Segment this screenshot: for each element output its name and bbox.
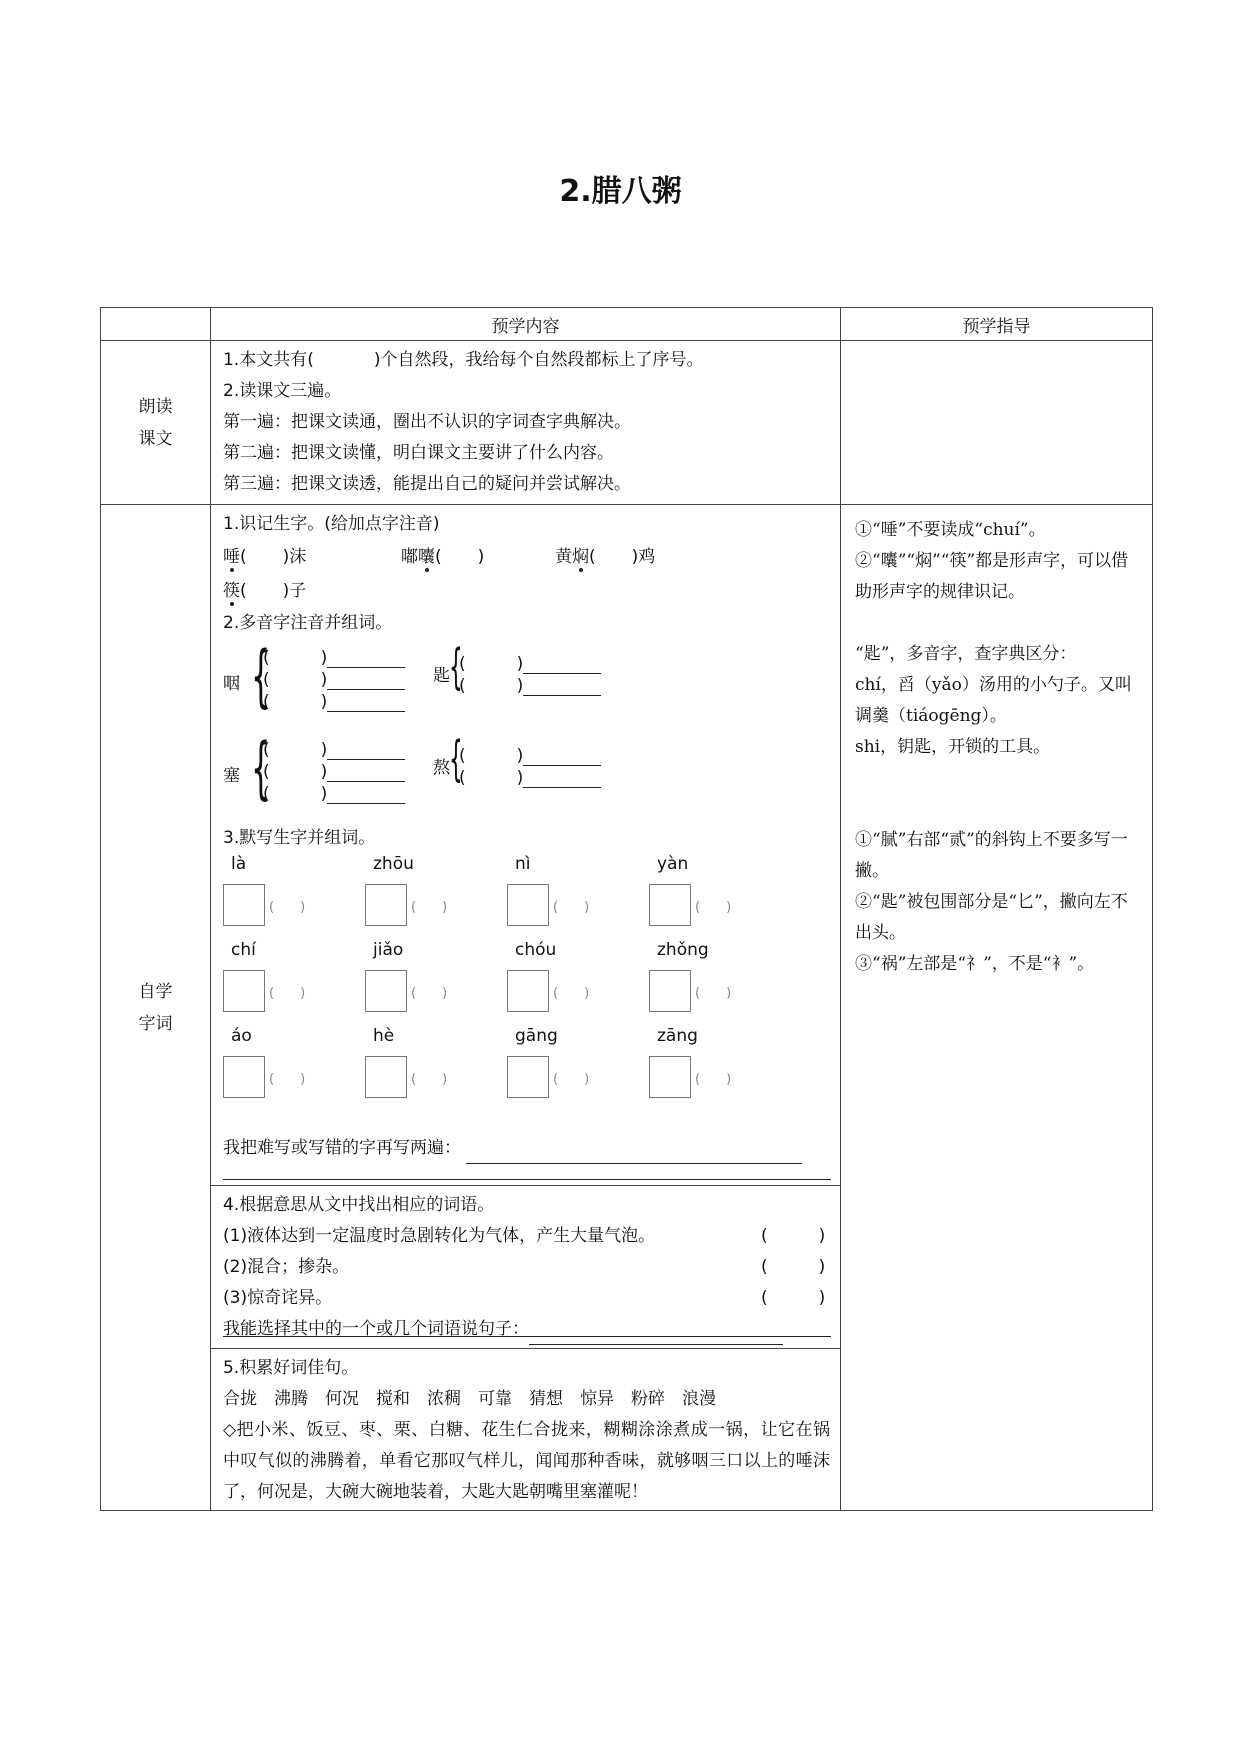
header-blank (101, 308, 211, 341)
q3-char-box[interactable] (365, 1056, 407, 1098)
guide-2-line-1: “匙”，多音字，查字典区分： (855, 644, 1077, 664)
selfstudy-row (101, 505, 1153, 1511)
q2-group-2 (223, 731, 830, 823)
q1-char-3c: 鸡 (638, 547, 656, 567)
header-content: 预学内容 (211, 308, 841, 341)
q4-item-2 (223, 1252, 830, 1283)
q1-char-dotted-4: 筷 (223, 581, 240, 601)
reading-line-2: 2.读课文三遍。 (223, 381, 342, 401)
q3-title: 3.默写生字并组词。 (223, 828, 376, 848)
q1-word-4 (223, 576, 306, 601)
q3-rewrite-line-1[interactable] (466, 1141, 802, 1164)
q3-word-blank[interactable]: ( ) (553, 986, 590, 1001)
q1-rp-1: ) (282, 547, 290, 567)
q4-sentence-label: 我能选择其中的一个或几个词语说句子： (223, 1319, 529, 1339)
q3-rewrite-row (223, 1133, 802, 1164)
q2-blank-4b[interactable]: ( ) (459, 763, 601, 788)
q3-word-blank[interactable]: ( ) (411, 900, 448, 915)
table-header-row (101, 308, 1153, 341)
reading-content (211, 341, 841, 505)
q3-char-box[interactable] (507, 970, 549, 1012)
q3-char-box[interactable] (507, 884, 549, 926)
q2-blank-1a[interactable]: ( ) (263, 643, 405, 668)
section-1-3 (211, 505, 840, 1185)
q1-char-4b: 子 (289, 581, 307, 601)
q2-blank-3a[interactable]: ( ) (263, 735, 405, 760)
reading-row (101, 341, 1153, 505)
q4-sentence-line-2[interactable] (223, 1336, 831, 1337)
q3-row (223, 854, 830, 940)
q3-pinyin: nì (515, 854, 531, 874)
reading-line-1 (223, 345, 830, 376)
q3-word-blank[interactable]: ( ) (695, 986, 732, 1001)
q3-char-box[interactable] (649, 884, 691, 926)
q1-lp-4: ( (240, 581, 247, 601)
q2-char-3: 塞 (223, 766, 240, 786)
q4-item-2-text: (2)混合；掺杂。 (223, 1257, 350, 1277)
q3-pinyin: zhōu (373, 854, 414, 874)
q3-word-blank[interactable]: ( ) (695, 900, 732, 915)
q2-blank-3c[interactable]: ( ) (263, 779, 405, 804)
q1-char-dotted-1: 唾 (223, 547, 240, 567)
q4-item-3 (223, 1283, 830, 1314)
selfstudy-label (101, 505, 211, 1511)
reading-guide (841, 341, 1153, 505)
guide-3-line-1: ①“腻”右部“贰”的斜钩上不要多写一撇。 (855, 830, 1128, 881)
q3-char-box[interactable] (223, 970, 265, 1012)
q4-item-1-text: (1)液体达到一定温度时急剧转化为气体，产生大量气泡。 (223, 1226, 656, 1246)
q5-words: 合拢 沸腾 何况 搅和 浓稠 可靠 猜想 惊异 粉碎 浪漫 (223, 1389, 716, 1409)
q1-word-2 (401, 542, 484, 567)
q1-word-3 (555, 542, 655, 567)
q3-row (223, 1026, 830, 1114)
q4-answer-3[interactable]: ( ) (761, 1288, 826, 1308)
q1-lp-3: ( (589, 547, 596, 567)
q2-blank-2a[interactable]: ( ) (459, 649, 601, 674)
q3-grid (223, 854, 830, 1114)
q3-pinyin: yàn (657, 854, 689, 874)
q4-sentence-line-1[interactable] (529, 1322, 783, 1345)
selfstudy-label-text: 自学 字词 (138, 981, 173, 1034)
q3-char-box[interactable] (365, 970, 407, 1012)
q4-title: 4.根据意思从文中找出相应的词语。 (223, 1195, 495, 1215)
q3-pinyin: áo (231, 1026, 252, 1046)
page-title: 2.腊八粥 (559, 174, 682, 209)
q3-word-blank[interactable]: ( ) (269, 900, 306, 915)
q3-word-blank[interactable]: ( ) (269, 1072, 306, 1087)
guide-2-line-3: shi，钥匙，开锁的工具。 (855, 737, 1051, 757)
preview-table (100, 307, 1153, 1511)
reading-line-5: 第三遍：把课文读透，能提出自己的疑问并尝试解决。 (223, 474, 631, 494)
q3-pinyin: zāng (657, 1026, 698, 1046)
q4-answer-1[interactable]: ( ) (761, 1226, 826, 1246)
q3-word-blank[interactable]: ( ) (553, 900, 590, 915)
q3-char-box[interactable] (365, 884, 407, 926)
q3-char-box[interactable] (223, 884, 265, 926)
q3-char-box[interactable] (507, 1056, 549, 1098)
q1-rp-3: ) (631, 547, 639, 567)
q3-rewrite-line-2[interactable] (223, 1179, 831, 1180)
q1-word-1 (223, 542, 306, 567)
q1-char-dotted-2: 囔 (418, 547, 435, 567)
reading-label-text: 朗读 课文 (138, 396, 173, 449)
q4-answer-2[interactable]: ( ) (761, 1257, 826, 1277)
brace-1: { (251, 637, 271, 716)
q3-word-blank[interactable]: ( ) (553, 1072, 590, 1087)
q3-pinyin: jiǎo (373, 940, 404, 960)
q3-word-blank[interactable]: ( ) (411, 986, 448, 1001)
selfstudy-guide (841, 505, 1153, 1511)
header-guide: 预学指导 (841, 308, 1153, 341)
q1-char-dotted-3: 焖 (572, 547, 589, 567)
q3-char-box[interactable] (649, 1056, 691, 1098)
selfstudy-content (211, 505, 841, 1511)
q2-blank-1b[interactable]: ( ) (263, 665, 405, 690)
guide-2-line-2: chí，舀（yǎo）汤用的小勺子。又叫调羹（tiáogēng）。 (855, 675, 1132, 726)
guide-3-line-3: ③“祸”左部是“礻”，不是“衤”。 (855, 954, 1095, 974)
q1-lp-2: ( (435, 547, 442, 567)
q2-title: 2.多音字注音并组词。 (223, 613, 393, 633)
section-4 (211, 1185, 840, 1348)
q1-char-1b: 沫 (289, 547, 307, 567)
q2-group-1 (223, 639, 830, 731)
q2-char-1: 咽 (223, 674, 240, 694)
q3-word-blank[interactable]: ( ) (269, 986, 306, 1001)
q4-item-3-text: (3)惊奇诧异。 (223, 1288, 333, 1308)
q2-blank-4a[interactable]: ( ) (459, 741, 601, 766)
q4-sentence-row (223, 1314, 830, 1345)
q3-pinyin: hè (373, 1026, 395, 1046)
brace-4: { (449, 731, 463, 787)
q2-blank-1c[interactable]: ( ) (263, 687, 405, 712)
reading-line-3: 第一遍：把课文读通，圈出不认识的字词查字典解决。 (223, 412, 631, 432)
q1-row-1 (223, 540, 830, 574)
q3-char-box[interactable] (223, 1056, 265, 1098)
q1-title: 1.识记生字。(给加点字注音) (223, 514, 440, 534)
q1-row-2 (223, 574, 830, 608)
q1-char-3a: 黄 (555, 547, 572, 567)
guide-1-line-1: ①“唾”不要读成“chuí”。 (855, 520, 1046, 540)
q2-blank-3b[interactable]: ( ) (263, 757, 405, 782)
q1-rp-2: ) (477, 547, 485, 567)
q5-passage: ◇把小米、饭豆、枣、栗、白糖、花生仁合拢来，糊糊涂涂煮成一锅，让它在锅中叹气似的沸腾着，单看它那叹气样儿，闻闻那种香味，就够咽三口以上的唾沫了，何况是，大碗大碗地装着，大匙大匙朝嘴里塞灌呢！ (223, 1420, 830, 1502)
q2-char-2: 匙 (433, 666, 450, 686)
q3-pinyin: là (231, 854, 247, 874)
q3-pinyin: chí (231, 940, 256, 960)
brace-2: { (449, 639, 463, 695)
q3-pinyin: chóu (515, 940, 557, 960)
guide-1-line-2: ②“囔”“焖”“筷”都是形声字，可以借助形声字的规律识记。 (855, 551, 1129, 602)
reading-line-1b: )个自然段，我给每个自然段都标上了序号。 (373, 350, 704, 370)
guide-3-line-2: ②“匙”被包围部分是“匕”，撇向左不出头。 (855, 892, 1128, 943)
q3-pinyin: gāng (515, 1026, 558, 1046)
q3-word-blank[interactable]: ( ) (695, 1072, 732, 1087)
q3-word-blank[interactable]: ( ) (411, 1072, 448, 1087)
reading-line-1a: 1.本文共有( (223, 350, 314, 370)
reading-line-4: 第二遍：把课文读懂，明白课文主要讲了什么内容。 (223, 443, 614, 463)
q1-lp-1: ( (240, 547, 247, 567)
q4-item-1 (223, 1221, 830, 1252)
brace-3: { (251, 729, 271, 808)
section-5 (211, 1348, 840, 1510)
q3-char-box[interactable] (649, 970, 691, 1012)
q1-rp-4: ) (282, 581, 290, 601)
q1-char-2a: 嘟 (401, 547, 418, 567)
q2-char-4: 熬 (433, 758, 450, 778)
q5-title: 5.积累好词佳句。 (223, 1358, 359, 1378)
q3-rewrite-label: 我把难写或写错的字再写两遍： (223, 1138, 461, 1158)
q3-pinyin: zhǒng (657, 940, 709, 960)
q3-row (223, 940, 830, 1026)
reading-label (101, 341, 211, 505)
q2-blank-2b[interactable]: ( ) (459, 671, 601, 696)
